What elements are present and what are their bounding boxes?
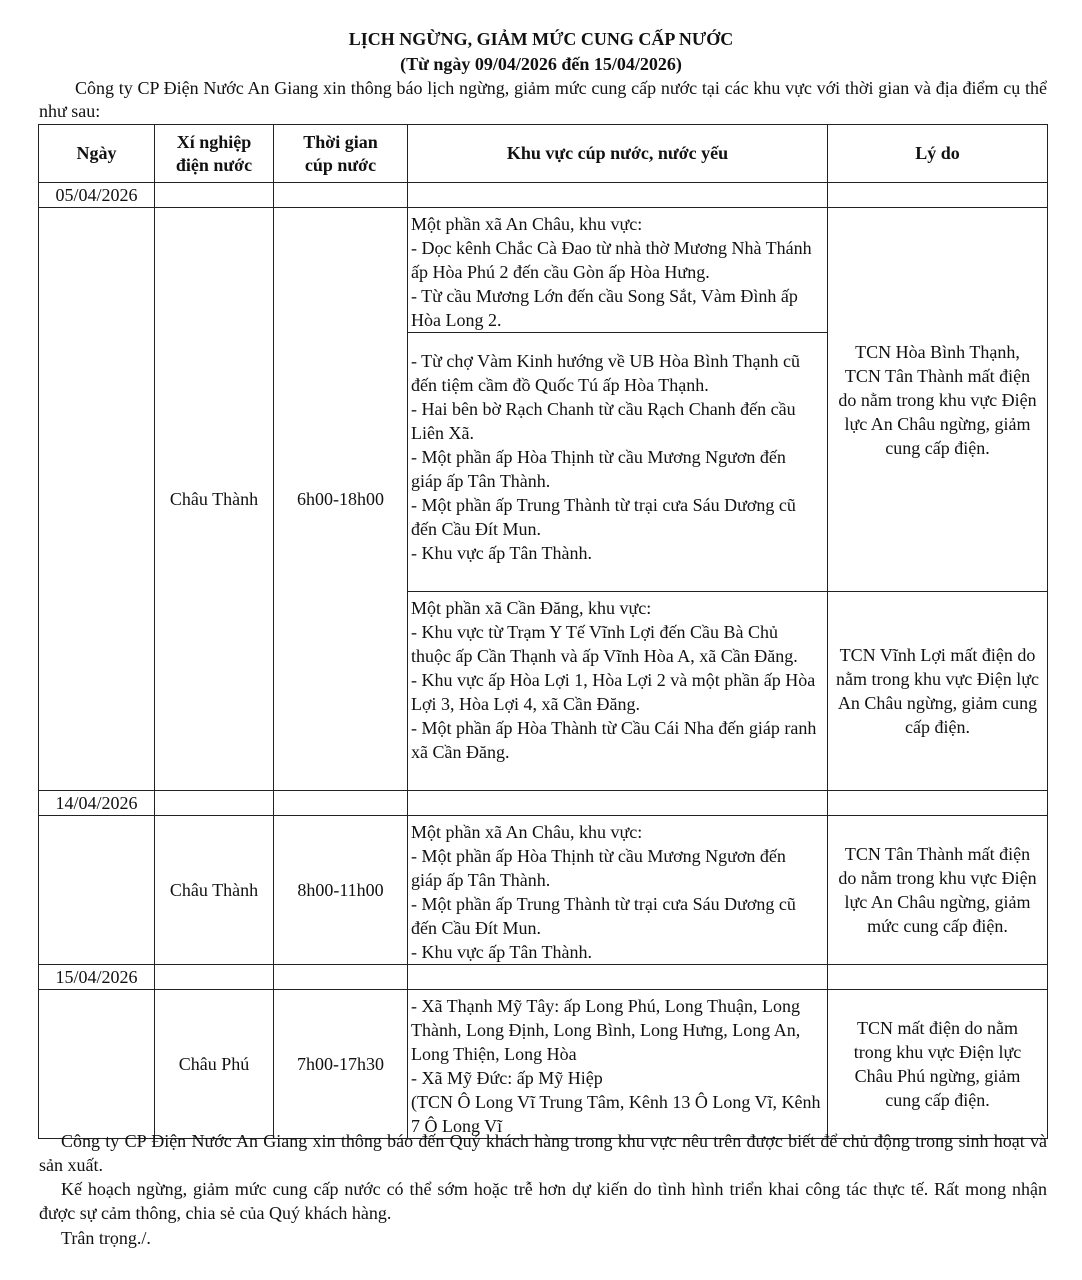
table-row (39, 816, 1048, 965)
area-line: - Xã Thạnh Mỹ Tây: ấp Long Phú, Long Thuận, Long Thành, Long Định, Long Bình, Long Hưng, Long An, Long Thiện, Long Hòa (411, 996, 801, 1064)
area-cell (408, 592, 828, 791)
date-cell: 14/04/2026 (39, 791, 155, 816)
date-row (39, 791, 1048, 816)
area-cell (408, 208, 828, 333)
header-date: Ngày (39, 125, 155, 183)
date-row (39, 965, 1048, 990)
time-cell: 7h00-17h30 (274, 990, 408, 1139)
enterprise-cell: Châu Thành (155, 208, 274, 791)
area-cell (408, 816, 828, 965)
reason-cell: TCN Vĩnh Lợi mất điện do nằm trong khu vực Điện lực An Châu ngừng, giảm cung cấp điện. (828, 592, 1048, 791)
header-enterprise-line2: điện nước (175, 154, 253, 175)
footer-paragraph-2: Kế hoạch ngừng, giảm mức cung cấp nước có thể sớm hoặc trễ hơn dự kiến do tình hình triển khai công tác thực tế. Rất mong nhận được sự cảm thông, chia sẻ của Quý khách hàng. (39, 1179, 1047, 1223)
enterprise-cell: Châu Thành (155, 816, 274, 965)
table-row (39, 990, 1048, 1139)
area-line: - Một phần ấp Hòa Thịnh từ cầu Mương Ngươn đến giáp ấp Tân Thành. (411, 447, 786, 491)
area-line: (TCN Ô Long Vĩ Trung Tâm, Kênh 13 Ô Long Vĩ, Kênh 7 Ô Long Vĩ (411, 1092, 821, 1136)
area-line: Một phần xã An Châu, khu vực: (411, 214, 643, 234)
area-cell (408, 333, 828, 592)
area-line: - Xã Mỹ Đức: ấp Mỹ Hiệp (411, 1068, 603, 1088)
header-time-line1: Thời gian (303, 131, 378, 152)
header-time-line2: cúp nước (304, 154, 377, 175)
date-cell: 05/04/2026 (39, 183, 155, 208)
area-line: - Từ chợ Vàm Kinh hướng về UB Hòa Bình Thạnh cũ đến tiệm cầm đồ Quốc Tú ấp Hòa Thạnh. (411, 351, 801, 395)
header-row (39, 125, 1048, 183)
reason-cell: TCN Tân Thành mất điện do nằm trong khu vực Điện lực An Châu ngừng, giảm mức cung cấp điện. (828, 816, 1048, 965)
document-subtitle: (Từ ngày 09/04/2026 đến 15/04/2026) (400, 54, 682, 74)
header-enterprise (155, 125, 274, 183)
area-cell (408, 990, 828, 1139)
document-title: LỊCH NGỪNG, GIẢM MỨC CUNG CẤP NƯỚC (348, 29, 734, 49)
header-area: Khu vực cúp nước, nước yếu (408, 125, 828, 183)
area-line: - Một phần ấp Hòa Thành từ Cầu Cái Nha đến giáp ranh xã Cần Đăng. (411, 718, 817, 762)
area-line: - Từ cầu Mương Lớn đến cầu Song Sắt, Vàm Đình ấp Hòa Long 2. (411, 286, 798, 330)
time-cell: 6h00-18h00 (274, 208, 408, 791)
area-line: - Khu vực ấp Tân Thành. (411, 942, 593, 962)
closing-line: Trân trọng./. (61, 1228, 151, 1248)
enterprise-cell: Châu Phú (155, 990, 274, 1139)
area-line: Một phần xã An Châu, khu vực: (411, 822, 643, 842)
schedule-table (38, 124, 1048, 1139)
area-line: - Khu vực ấp Tân Thành. (411, 543, 593, 563)
area-line: - Dọc kênh Chắc Cà Đao từ nhà thờ Mương Nhà Thánh ấp Hòa Phú 2 đến cầu Gòn ấp Hòa Hưng. (411, 238, 812, 282)
area-line: - Hai bên bờ Rạch Chanh từ cầu Rạch Chanh đến cầu Liên Xã. (411, 399, 796, 443)
footer-paragraph-1: Công ty CP Điện Nước An Giang xin thông báo đến Quý khách hàng trong khu vực nêu trên được biết để chủ động trong sinh hoạt và sản xuất. (39, 1131, 1047, 1175)
date-row (39, 183, 1048, 208)
header-time (274, 125, 408, 183)
table-row (39, 208, 1048, 333)
intro-paragraph: Công ty CP Điện Nước An Giang xin thông báo lịch ngừng, giảm mức cung cấp nước tại các khu vực với thời gian và địa điểm cụ thể như sau: (39, 78, 1047, 121)
area-line: - Một phần ấp Trung Thành từ trại cưa Sáu Dương cũ đến Cầu Đít Mun. (411, 894, 796, 938)
date-cell: 15/04/2026 (39, 965, 155, 990)
area-line: - Một phần ấp Trung Thành từ trại cưa Sáu Dương cũ đến Cầu Đít Mun. (411, 495, 796, 539)
header-enterprise-line1: Xí nghiệp (176, 131, 252, 152)
area-line: Một phần xã Cần Đăng, khu vực: (411, 598, 652, 618)
reason-cell: TCN Hòa Bình Thạnh, TCN Tân Thành mất điện do nằm trong khu vực Điện lực An Châu ngừng, giảm cung cấp điện. (828, 208, 1048, 592)
reason-cell: TCN mất điện do nằm trong khu vực Điện lực Châu Phú ngừng, giảm cung cấp điện. (828, 990, 1048, 1139)
area-line: - Khu vực từ Trạm Y Tế Vĩnh Lợi đến Cầu Bà Chủ thuộc ấp Cần Thạnh và ấp Vĩnh Hòa A, xã Cần Đăng. (411, 622, 798, 666)
area-line: - Một phần ấp Hòa Thịnh từ cầu Mương Ngươn đến giáp ấp Tân Thành. (411, 846, 786, 890)
time-cell: 8h00-11h00 (274, 816, 408, 965)
area-line: - Khu vực ấp Hòa Lợi 1, Hòa Lợi 2 và một phần ấp Hòa Lợi 3, Hòa Lợi 4, xã Cần Đăng. (411, 670, 816, 714)
header-reason: Lý do (828, 125, 1048, 183)
